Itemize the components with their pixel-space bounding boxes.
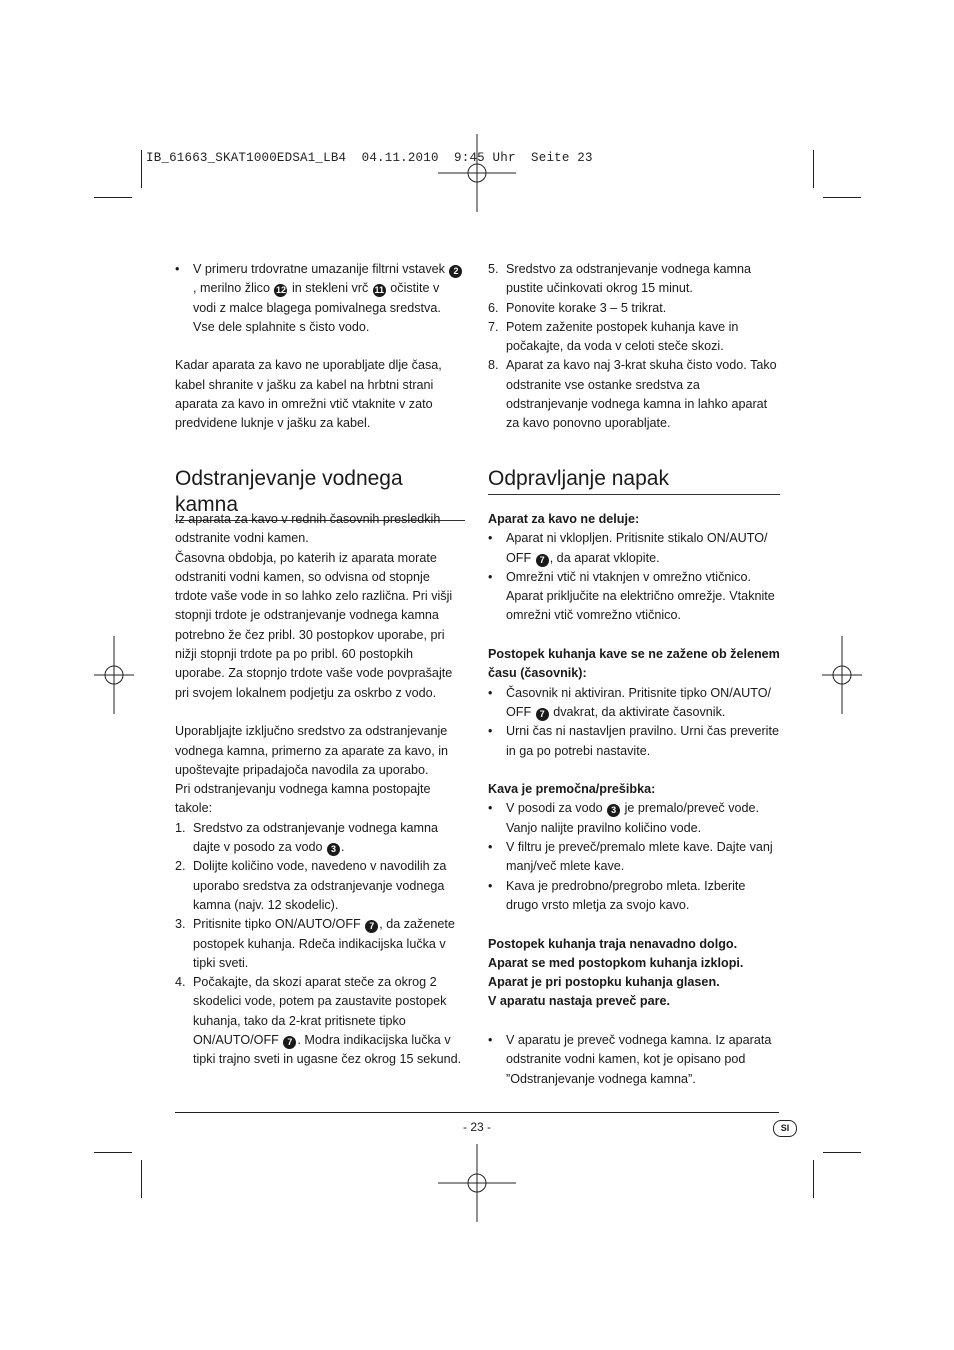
list-item: 7. Potem zaženite postopek kuhanja kave in počakajte, da voda v celoti steče skozi. [488,319,739,354]
paragraph: Iz aparata za kavo v rednih časovnih presledkih odstranite vodni kamen. [175,512,441,546]
right-column [488,260,780,434]
part-number-badge: 11 [374,285,385,296]
right-section [488,466,780,495]
paragraph: Časovna obdobja, po katerih iz aparata morate odstraniti vodni kamen, so odvisna od stopnje trdote vaše vode in so lahko zelo različna. Pri višji stopnji trdote je odstranjevanje vodnega kamna potrebno že čez pribl. 30 postopkov uporabe, pri nižji stopnji trdote pa po pribl. 60 postopkih uporabe. Za stopnjo trdote vaše vode povprašajte pri svojem lokalnem podjetju za oskrbo z vodo. [175,550,453,700]
problem-title: Postopek kuhanja traja nenavadno dolgo. [488,936,738,951]
list-item: 5. Sredstvo za odstranjevanje vodnega kamna pustite učinkovati okrog 15 minut. [488,262,752,296]
problem-title: Postopek kuhanja kave se ne zažene ob želenem času (časovnik): [488,647,780,681]
print-slug: IB_61663_SKAT1000EDSA1_LB4 04.11.2010 9:45 Uhr Seite 23 [146,151,593,165]
left-column [175,260,465,434]
page-number: - 23 - [462,1120,491,1134]
problem-title: Aparat se med postopkom kuhanja izklopi. [488,955,744,970]
paragraph-cable: Kadar aparata za kavo ne uporabljate dlje časa, kabel shranite v jašku za kabel na hrbtni strani aparata za kavo in omrežni vtič vtaknite v zato predvidene luknje v jašku za kabel. [175,358,442,431]
registration-mark-top [438,134,516,212]
left-section-body [175,510,465,1070]
list-item: 6. Ponovite korake 3 – 5 trikrat. [488,300,667,315]
part-number-badge: 12 [275,285,286,296]
problem-title: Aparat je pri postopku kuhanja glasen. [488,975,720,990]
list-item: • Omrežni vtič ni vtaknjen v omrežno vtičnico. Aparat priključite na električno omrežje. Vtaknite omrežni vtič vomrežno vtičnico. [488,569,775,623]
part-number-badge: 3 [607,804,620,817]
right-section-body [488,510,780,1089]
language-badge: SI [773,1120,797,1137]
paragraph: Pri odstranjevanju vodnega kamna postopajte takole: [175,782,431,816]
list-item: • V posodi za vodo 3 je premalo/preveč vode. Vanjo nalijte pravilno količino vode. [488,801,760,835]
problem-title: Kava je premočna/prešibka: [488,782,656,797]
list-item: • Aparat ni vklopljen. Pritisnite stikalo ON/AUTO/ OFF 7 , da aparat vklopite. [488,531,768,565]
list-item: • Kava je predrobno/pregrobo mleta. Izberite drugo vrsto mletja za svojo kavo. [488,878,746,912]
part-number-badge: 7 [536,554,549,567]
part-number-badge: 7 [283,1036,296,1049]
list-item: 4. Počakajte, da skozi aparat steče za okrog 2 skodelici vode, potem pa zaustavite postopek kuhanja, tako da 2-krat pritisnete tipko ON/AUTO/OFF 7 . Modra indikacijska lučka v tipki trajno sveti in ugasne čez okrog 15 sekund. [175,975,462,1067]
list-item: 8. Aparat za kavo naj 3-krat skuha čisto vodo. Tako odstranite vse ostanke sredstva za odstranjevanje vodnega kamna in lahko aparat za kavo ponovno uporabljate. [488,358,777,431]
footer-rule [175,1112,779,1113]
registration-mark-left [94,636,134,714]
list-item: 2. Dolijte količino vode, navedeno v navodilih za uporabo sredstva za odstranjevanje vodnega kamna (najv. 12 skodelic). [175,859,447,912]
problem-title: V aparatu nastaja preveč pare. [488,994,671,1009]
list-item: • V filtru je preveč/premalo mlete kave. Dajte vanj manj/več mlete kave. [488,840,773,874]
part-number-badge: 2 [449,265,462,278]
list-item: • V aparatu je preveč vodnega kamna. Iz aparata odstranite vodni kamen, kot je opisano pod ”Odstranjevanje vodnega kamna”. [488,1033,772,1086]
problem-title: Aparat za kavo ne deluje: [488,512,640,526]
section-heading-descaling: Odstranjevanje vodnega kamna [175,466,465,521]
part-number-badge: 7 [536,708,549,721]
list-item: 3. Pritisnite tipko ON/AUTO/OFF 7 , da zaženete postopek kuhanja. Rdeča indikacijska lučka v tipki sveti. [175,917,455,970]
list-item: • Časovnik ni aktiviran. Pritisnite tipko ON/AUTO/ OFF 7 dvakrat, da aktivirate časovnik. [488,685,772,719]
list-item: • Urni čas ni nastavljen pravilno. Urni čas preverite in ga po potrebi nastavite. [488,724,779,758]
part-number-badge: 7 [365,920,378,933]
registration-mark-bottom [438,1144,516,1222]
list-item: 1. Sredstvo za odstranjevanje vodnega kamna dajte v posodo za vodo 3 . [175,820,439,855]
list-item: • V primeru trdovratne umazanije filtrni vstavek 2, merilno žlico 12 in stekleni vrč 11 očistite v vodi z malce blagega pomivalnega sredstva. Vse dele splahnite s čisto vodo. [175,260,465,337]
registration-mark-right [822,636,862,714]
section-heading-troubleshooting: Odpravljanje napak [488,466,780,495]
part-number-badge: 3 [327,843,340,856]
paragraph: Uporabljajte izključno sredstvo za odstranjevanje vodnega kamna, primerno za aparate za kavo, in upoštevajte pripadajoča navodila za uporabo. [175,724,449,777]
